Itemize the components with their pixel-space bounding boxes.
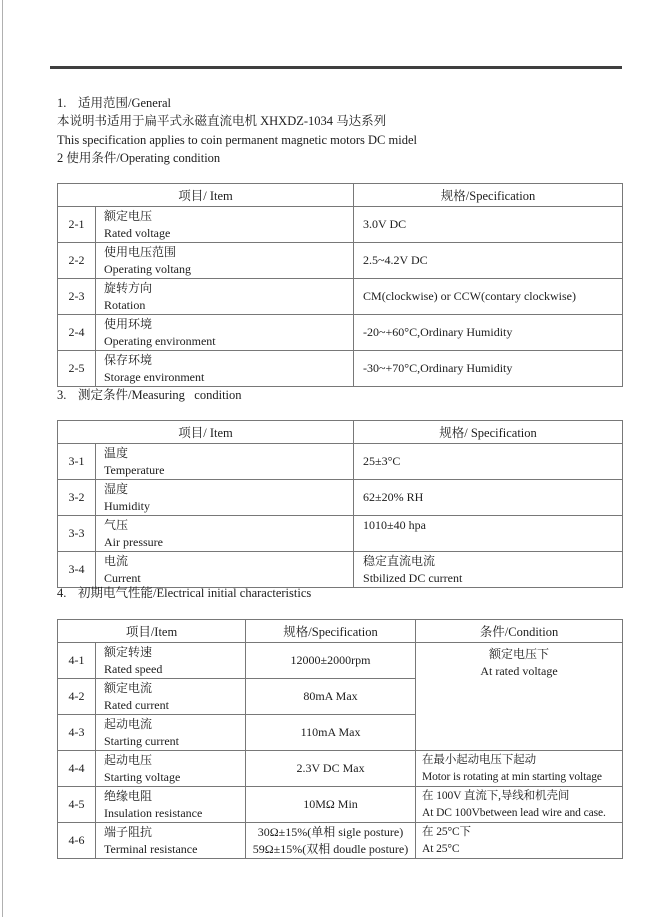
item-name-cn: 起动电流 bbox=[104, 716, 153, 731]
condition-cn: 额定电压下 bbox=[489, 647, 550, 661]
item-name-en: Insulation resistance bbox=[104, 805, 203, 820]
spec-value: 110mA Max bbox=[246, 715, 416, 751]
item-name-cn: 温度 bbox=[104, 445, 129, 460]
col-header-item: 项目/ Item bbox=[58, 421, 354, 444]
item-name-cn: 电流 bbox=[104, 553, 129, 568]
header-divider-rule bbox=[50, 66, 622, 69]
item-name-en: Rated current bbox=[104, 697, 169, 712]
item-number: 2-5 bbox=[58, 351, 96, 387]
item-name bbox=[96, 751, 246, 787]
col-header-spec: 规格/ Specification bbox=[354, 421, 623, 444]
item-number: 4-4 bbox=[58, 751, 96, 787]
item-name-en: Rated voltage bbox=[104, 225, 171, 240]
item-number: 3-3 bbox=[58, 516, 96, 552]
item-name-en: Operating voltang bbox=[104, 261, 191, 276]
item-name bbox=[96, 679, 246, 715]
table-row bbox=[58, 751, 623, 787]
condition-en: At DC 100Vbetween lead wire and case. bbox=[422, 806, 606, 819]
spec-value: 2.3V DC Max bbox=[246, 751, 416, 787]
condition-cell bbox=[416, 787, 623, 823]
item-number: 3-1 bbox=[58, 444, 96, 480]
item-name bbox=[96, 315, 354, 351]
item-name-en: Terminal resistance bbox=[104, 841, 198, 856]
table-row bbox=[58, 207, 623, 243]
item-name-cn: 湿度 bbox=[104, 481, 129, 496]
item-name-en: Air pressure bbox=[104, 534, 163, 549]
table-row bbox=[58, 823, 623, 859]
section4-number: 4. bbox=[57, 586, 67, 600]
section1-number: 1. bbox=[57, 96, 67, 110]
item-name-en: Humidity bbox=[104, 498, 151, 513]
spec-value-cn: 稳定直流电流 bbox=[363, 553, 436, 568]
spec-value: 1010±40 hpa bbox=[354, 516, 623, 552]
operating-conditions-table bbox=[57, 183, 623, 387]
item-name-en: Rotation bbox=[104, 297, 146, 312]
section3-heading bbox=[57, 388, 242, 403]
item-name bbox=[96, 823, 246, 859]
spec-value-en: Stbilized DC current bbox=[363, 570, 463, 585]
table-row bbox=[58, 643, 623, 679]
item-name bbox=[96, 480, 354, 516]
condition-cell bbox=[416, 823, 623, 859]
condition-cn: 在最小起动电压下起动 bbox=[422, 753, 537, 766]
condition-cn: 在 25°C下 bbox=[422, 825, 471, 838]
item-name bbox=[96, 715, 246, 751]
condition-en: At rated voltage bbox=[480, 664, 558, 678]
table-header-row bbox=[58, 620, 623, 643]
electrical-characteristics-table bbox=[57, 619, 623, 859]
item-name bbox=[96, 444, 354, 480]
table-row bbox=[58, 787, 623, 823]
col-header-spec: 规格/Specification bbox=[246, 620, 416, 643]
col-header-item: 项目/Item bbox=[58, 620, 246, 643]
spec-value: 62±20% RH bbox=[354, 480, 623, 516]
condition-en: At 25°C bbox=[422, 842, 460, 855]
col-header-cond: 条件/Condition bbox=[416, 620, 623, 643]
item-name bbox=[96, 207, 354, 243]
spec-value: 12000±2000rpm bbox=[246, 643, 416, 679]
item-number: 2-3 bbox=[58, 279, 96, 315]
section2-heading: 2 使用条件/Operating condition bbox=[57, 151, 221, 165]
table-row bbox=[58, 552, 623, 588]
item-name-en: Operating environment bbox=[104, 333, 216, 348]
item-name-cn: 额定电流 bbox=[104, 680, 153, 695]
item-name-en: Starting voltage bbox=[104, 769, 181, 784]
item-name bbox=[96, 552, 354, 588]
item-number: 4-1 bbox=[58, 643, 96, 679]
table-row bbox=[58, 243, 623, 279]
spec-value: CM(clockwise) or CCW(contary clockwise) bbox=[354, 279, 623, 315]
page-edge-line bbox=[2, 0, 3, 917]
condition-cell bbox=[416, 751, 623, 787]
item-number: 2-1 bbox=[58, 207, 96, 243]
measuring-conditions-table bbox=[57, 420, 623, 588]
item-name-en: Starting current bbox=[104, 733, 179, 748]
condition-merged-cell bbox=[416, 643, 623, 751]
item-name bbox=[96, 643, 246, 679]
spec-value bbox=[246, 823, 416, 859]
spec-value: 80mA Max bbox=[246, 679, 416, 715]
spec-line-1: 30Ω±15%(单相 sigle posture) bbox=[257, 824, 404, 839]
item-name-en: Current bbox=[104, 570, 141, 585]
spec-value: 2.5~4.2V DC bbox=[354, 243, 623, 279]
item-name-en: Storage environment bbox=[104, 369, 205, 384]
item-name bbox=[96, 351, 354, 387]
spec-value: -20~+60°C,Ordinary Humidity bbox=[354, 315, 623, 351]
section4-heading bbox=[57, 586, 311, 601]
item-name-en: Rated speed bbox=[104, 661, 163, 676]
item-name-cn: 绝缘电阻 bbox=[104, 788, 153, 803]
item-name bbox=[96, 279, 354, 315]
section1-heading bbox=[57, 96, 171, 111]
item-number: 3-2 bbox=[58, 480, 96, 516]
spec-value: 10MΩ Min bbox=[246, 787, 416, 823]
section4-title: 初期电气性能/Electrical initial characteristics bbox=[78, 586, 312, 600]
item-name-en: Temperature bbox=[104, 462, 165, 477]
table-header-row bbox=[58, 184, 623, 207]
item-number: 2-4 bbox=[58, 315, 96, 351]
intro-line-cn: 本说明书适用于扁平式永磁直流电机 XHXDZ-1034 马达系列 bbox=[57, 114, 387, 128]
item-number: 2-2 bbox=[58, 243, 96, 279]
item-number: 3-4 bbox=[58, 552, 96, 588]
spec-value: -30~+70°C,Ordinary Humidity bbox=[354, 351, 623, 387]
item-number: 4-6 bbox=[58, 823, 96, 859]
item-name-cn: 起动电压 bbox=[104, 752, 153, 767]
spec-value bbox=[354, 552, 623, 588]
table-row bbox=[58, 279, 623, 315]
col-header-spec: 规格/Specification bbox=[354, 184, 623, 207]
item-name-cn: 使用环境 bbox=[104, 316, 153, 331]
item-name-cn: 端子阻抗 bbox=[104, 824, 153, 839]
col-header-item: 项目/ Item bbox=[58, 184, 354, 207]
spec-line-2: 59Ω±15%(双相 doudle posture) bbox=[252, 841, 409, 856]
item-name bbox=[96, 787, 246, 823]
intro-line-en: This specification applies to coin permanent magnetic motors DC midel bbox=[57, 133, 417, 147]
table-row bbox=[58, 480, 623, 516]
item-name bbox=[96, 243, 354, 279]
item-name-cn: 额定电压 bbox=[104, 208, 153, 223]
table-row bbox=[58, 351, 623, 387]
section3-number: 3. bbox=[57, 388, 67, 402]
item-name bbox=[96, 516, 354, 552]
condition-cn: 在 100V 直流下,导线和机壳间 bbox=[422, 789, 570, 802]
condition-en: Motor is rotating at min starting voltage bbox=[422, 770, 602, 783]
item-name-cn: 旋转方向 bbox=[104, 280, 153, 295]
table-row bbox=[58, 444, 623, 480]
item-number: 4-3 bbox=[58, 715, 96, 751]
table-row bbox=[58, 315, 623, 351]
item-name-cn: 额定转速 bbox=[104, 644, 153, 659]
item-number: 4-5 bbox=[58, 787, 96, 823]
item-name-cn: 气压 bbox=[104, 517, 129, 532]
section1-title: 适用范围/General bbox=[78, 96, 172, 110]
spec-value: 25±3°C bbox=[354, 444, 623, 480]
section3-title: 测定条件/Measuring condition bbox=[78, 388, 242, 402]
table-header-row bbox=[58, 421, 623, 444]
item-name-cn: 使用电压范围 bbox=[104, 244, 177, 259]
item-number: 4-2 bbox=[58, 679, 96, 715]
spec-value: 3.0V DC bbox=[354, 207, 623, 243]
item-name-cn: 保存环境 bbox=[104, 352, 153, 367]
table-row bbox=[58, 516, 623, 552]
